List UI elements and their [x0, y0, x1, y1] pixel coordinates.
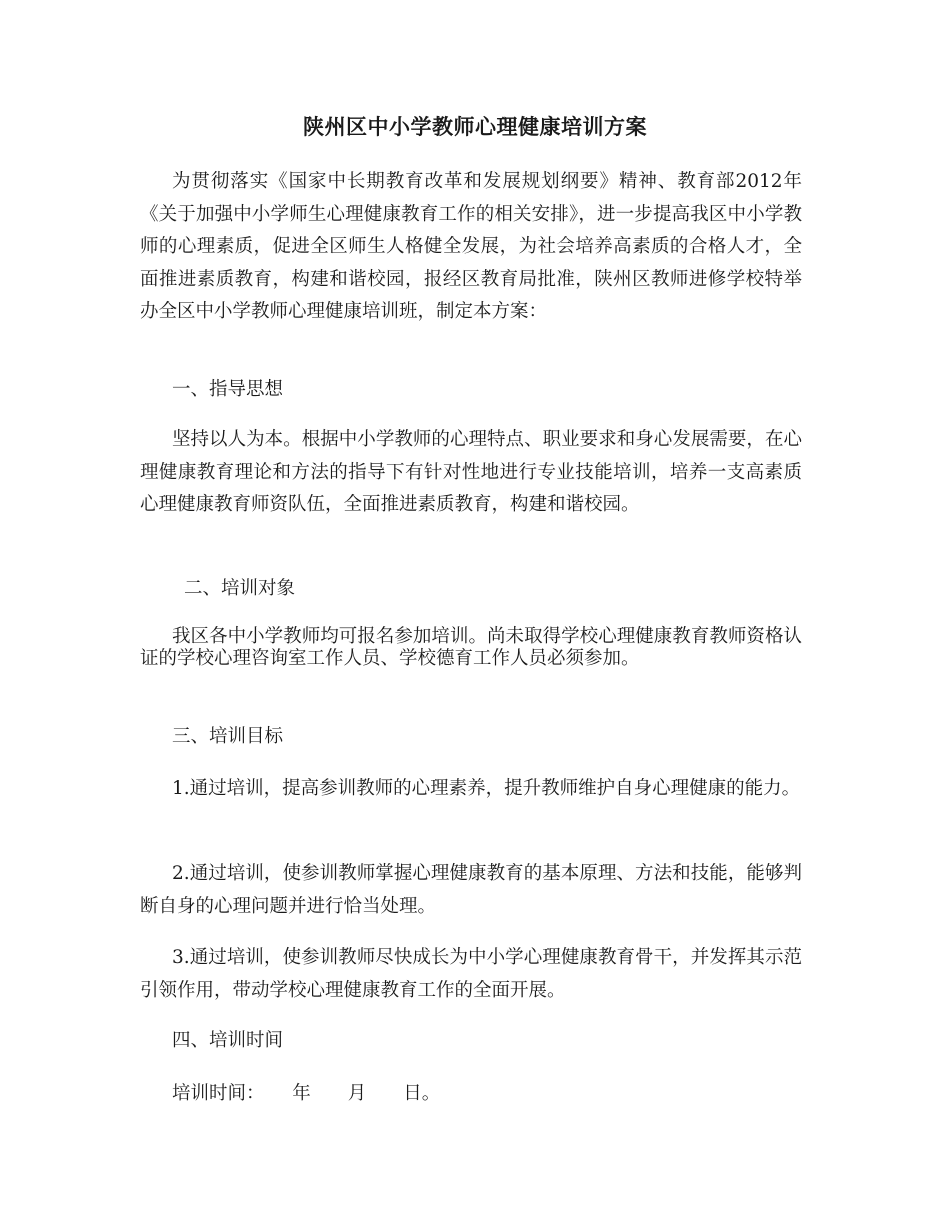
section-heading-training-goals: 三、培训目标 [172, 726, 284, 747]
training-goal-item: 1.通过培训，提高参训教师的心理素养，提升教师维护自身心理健康的能力。 [172, 778, 801, 799]
section-heading-guiding-ideology: 一、指导思想 [172, 379, 284, 400]
training-goal-item: 2.通过培训，使参训教师掌握心理健康教育的基本原理、方法和技能，能够判断自身的心理问题并进行恰当处理。 [140, 863, 802, 917]
section-heading-training-target: 二、培训对象 [184, 578, 296, 599]
training-time-line: 培训时间： 年 月 日。 [172, 1083, 441, 1104]
intro-paragraph: 为贯彻落实《国家中长期教育改革和发展规划纲要》精神、教育部2012年《关于加强中小学师生心理健康教育工作的相关安排》，进一步提高我区中小学教师的心理素质，促进全区师生人格健全发展，为社会培养高素质的合格人才，全面推进素质教育，构建和谐校园，报经区教育局批准，陕州区教师进修学校特举办全区中小学教师心理健康培训班，制定本方案： [140, 171, 802, 322]
guiding-ideology-paragraph: 坚持以人为本。根据中小学教师的心理特点、职业要求和身心发展需要，在心理健康教育理论和方法的指导下有针对性地进行专业技能培训，培养一支高素质心理健康教育师资队伍，全面推进素质教育，构建和谐校园。 [140, 429, 802, 515]
training-goal-item: 3.通过培训，使参训教师尽快成长为中小学心理健康教育骨干，并发挥其示范引领作用，带动学校心理健康教育工作的全面开展。 [140, 947, 802, 1001]
training-target-paragraph: 我区各中小学教师均可报名参加培训。尚未取得学校心理健康教育教师资格认证的学校心理咨询室工作人员、学校德育工作人员必须参加。 [140, 626, 802, 669]
document-title: 陕州区中小学教师心理健康培训方案 [303, 114, 647, 139]
section-heading-training-time: 四、培训时间 [172, 1030, 284, 1051]
